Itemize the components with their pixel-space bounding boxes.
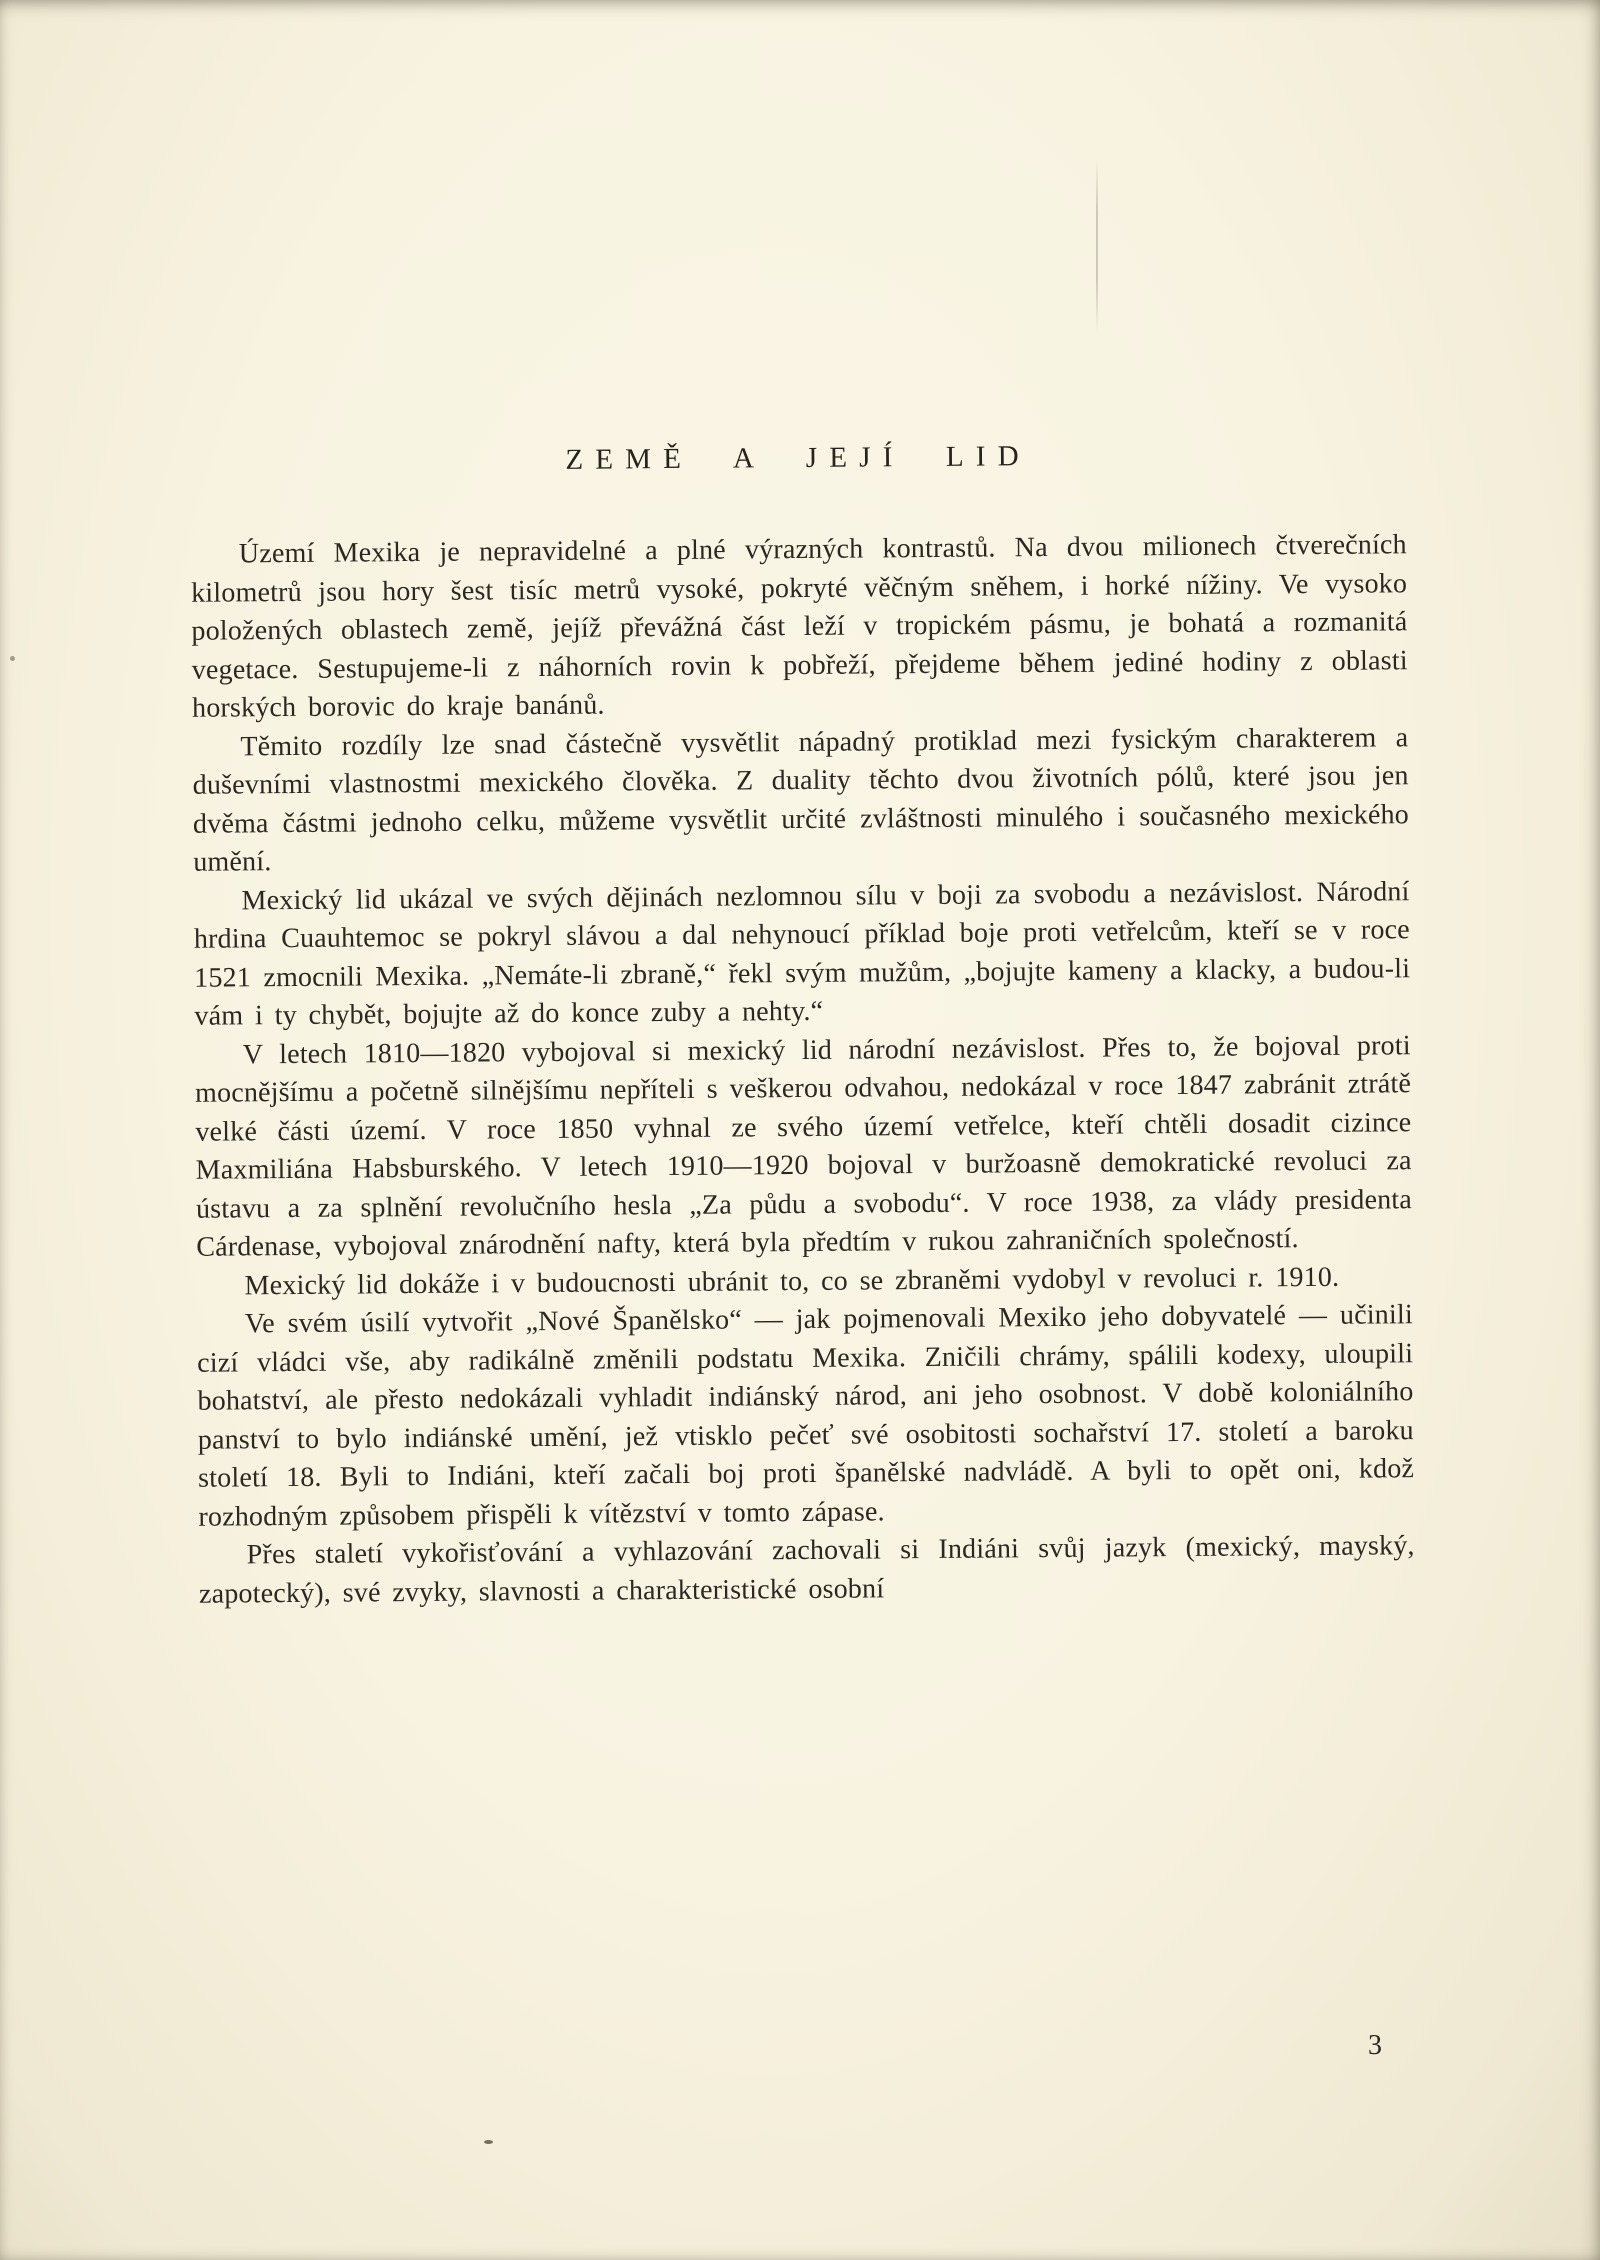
paragraph: Těmito rozdíly lze snad částečně vysvětlit nápadný protiklad mezi fysickým charakterem a duševními vlastnostmi mexického člověka. Z duality těchto dvou životních pólů, které jsou jen dvěma částmi jednoho celku, můžeme vysvětlit určité zvláštnosti minulého i současného mexického umění.	[192, 721, 1410, 878]
scan-artifact-scratch	[1096, 158, 1098, 333]
paragraph: Mexický lid ukázal ve svých dějinách nezlomnou sílu v boji za svobodu a nezávislost. Národní hrdina Cuauhtemoc se pokryl slávou a dal nehynoucí příklad boje proti vetřelcům, kteří se v roce 1521 zmocnili Mexika. „Nemáte-li zbraně,“ řekl svým mužům, „bojujte kameny a klacky, a budou-li vám i ty chybět, bojujte až do konce zuby a nehty.“	[193, 875, 1411, 1032]
paragraph: Mexický lid dokáže i v budoucnosti ubránit to, co se zbraněmi vydobyl v revoluci r. 1910.	[244, 1261, 1340, 1301]
paragraph: Přes staletí vykořisťování a vyhlazování zachovali si Indiáni svůj jazyk (mexický, mayský, zapotecký), své zvyky, slavnosti a charakteristické osobní	[198, 1530, 1415, 1610]
scan-artifact-dash	[484, 2140, 493, 2144]
paragraph: Ve svém úsilí vytvořit „Nové Španělsko“ — jak pojmenovali Mexiko jeho dobyvatelé — učinili cizí vládci vše, aby radikálně změnili podstatu Mexika. Zničili chrámy, spálili kodexy, uloupili bohatství, ale přesto nedokázali vyhladit indiánský národ, ani jeho osobnost. V době koloniálního panství to bylo indiánské umění, jež vtisklo pečeť své osobitosti sochařství 17. století a baroku století 18. Byli to Indiáni, kteří začali boj proti španělské nadvládě. A byli to opět oni, kdož rozhodným způsobem přispěli k vítězství v tomto zápase.	[197, 1299, 1415, 1533]
paragraph: V letech 1810—1820 vybojoval si mexický lid národní nezávislost. Přes to, že bojoval proti mocnějšímu a početně silnějšímu nepříteli s veškerou odvahou, nedokázal v roce 1847 zabránit ztrátě velké části území. V roce 1850 vyhnal ze svého území vetřelce, kteří chtěli dosadit cizince Maxmiliána Habsburského. V letech 1910—1920 bojoval v buržoasně demokratické revoluci za ústavu a za splnění revolučního hesla „Za půdu a svobodu“. V roce 1938, za vlády presidenta Cárdenase, vybojoval znárodnění nafty, která byla předtím v rukou zahraničních společností.	[194, 1029, 1413, 1263]
page-title: ZEMĚ A JEJÍ LID	[565, 440, 1031, 476]
scan-artifact-speck	[10, 656, 15, 661]
page-text-block	[190, 437, 1415, 1614]
paragraph: Území Mexika je nepravidelné a plné výrazných kontrastů. Na dvou milionech čtverečních kilometrů jsou hory šest tisíc metrů vysoké, pokryté věčným sněhem, i horké nížiny. Ve vysoko položených oblastech země, jejíž převážná část leží v tropickém pásmu, je bohatá a rozmanitá vegetace. Sestupujeme-li z náhorních rovin k pobřeží, přejdeme během jediné hodiny z oblasti horských borovic do kraje banánů.	[191, 529, 1408, 724]
page-number: 3	[1368, 2030, 1382, 2061]
